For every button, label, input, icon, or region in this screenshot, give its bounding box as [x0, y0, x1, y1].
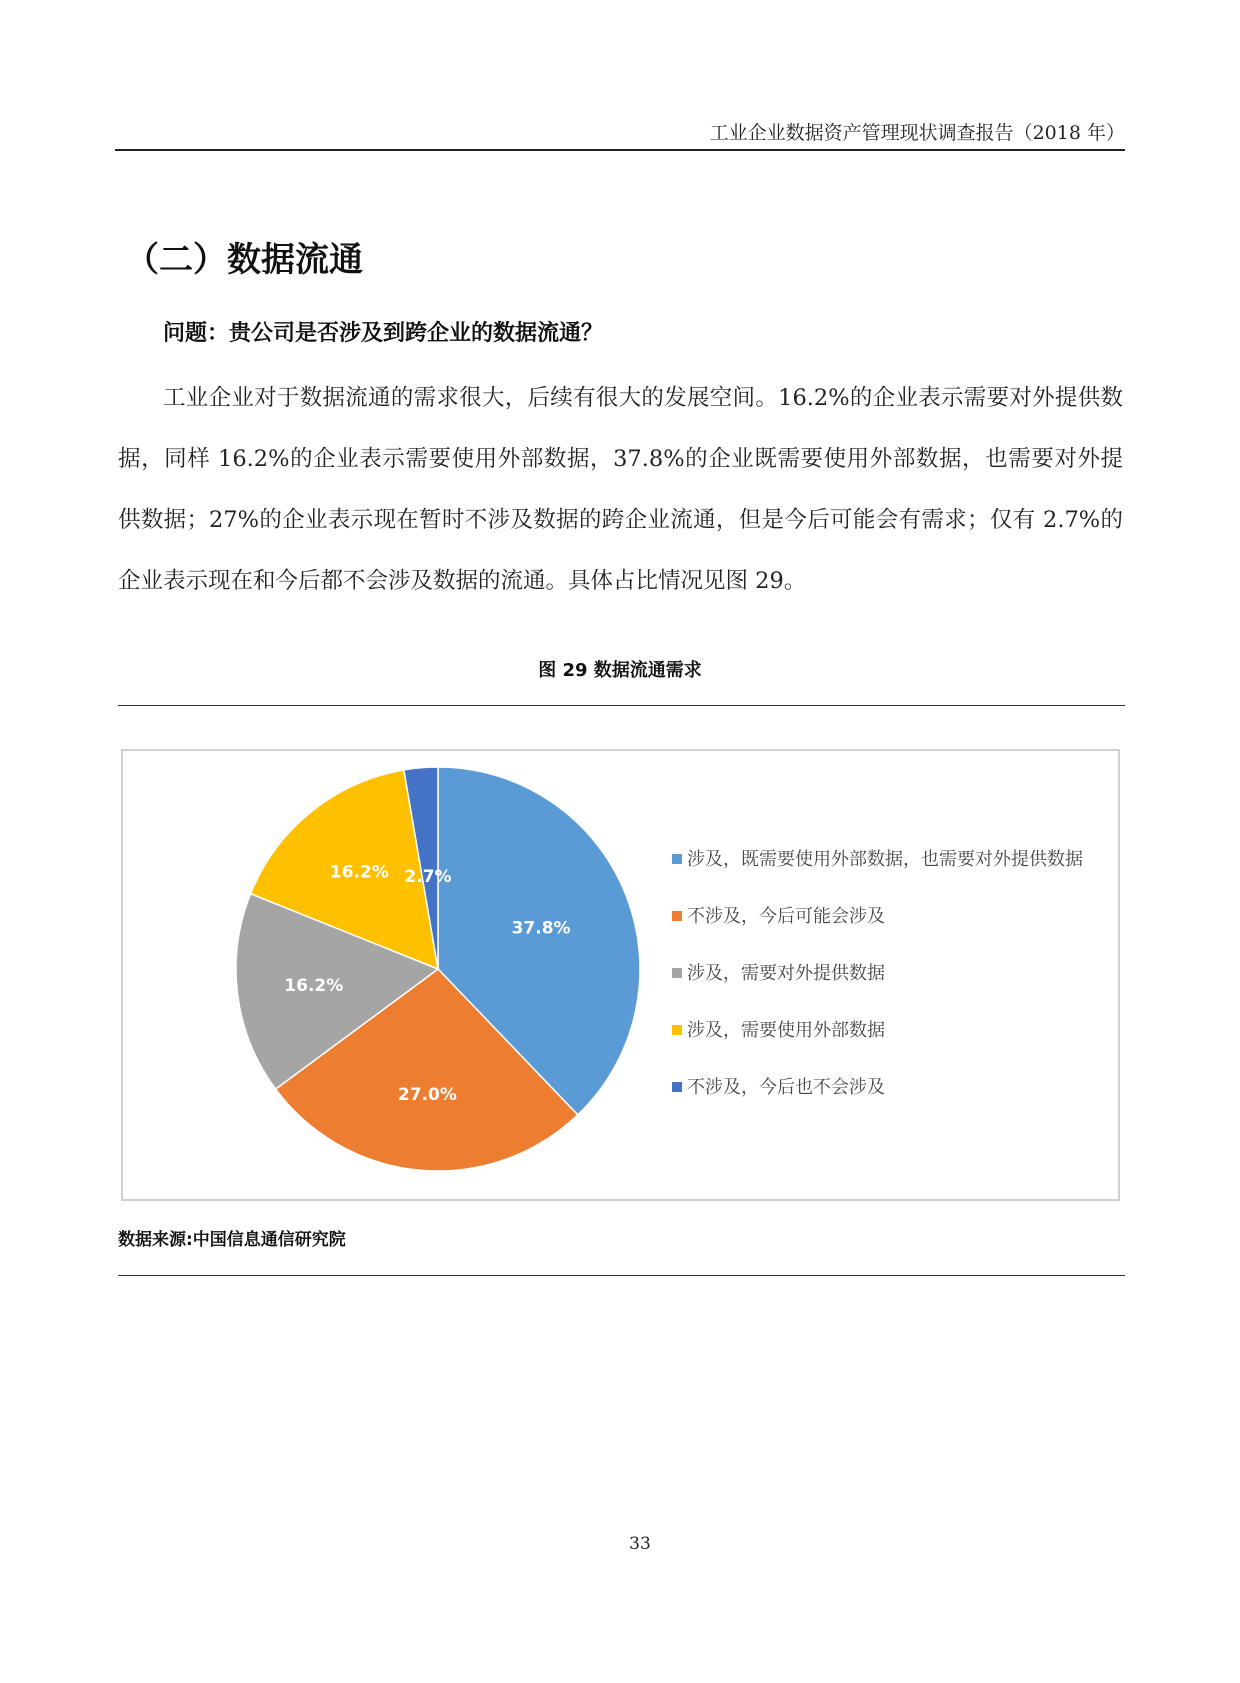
data-source: 数据来源:中国信息通信研究院 [118, 1230, 346, 1250]
body-paragraph: 工业企业对于数据流通的需求很大，后续有很大的发展空间。16.2%的企业表示需要对外提供数据，同样 16.2%的企业表示需要使用外部数据，37.8%的企业既需要使用外部数据，也需要对外提供数据；27%的企业表示现在暂时不涉及数据的跨企业流通，但是今后可能会有需求；仅有 2.7%的企业表示现在和今后都不会涉及数据的流通。具体占比情况见图 29。 [118, 385, 1123, 594]
legend-swatch [672, 911, 682, 921]
legend-label: 不涉及，今后也不会涉及 [687, 1077, 885, 1098]
legend-item-1 [672, 902, 885, 928]
figure-rule-bottom [118, 1275, 1125, 1276]
pie-label-2: 16.2% [284, 975, 344, 996]
question-heading: 问题：贵公司是否涉及到跨企业的数据流通？ [163, 321, 604, 346]
legend-item-4 [672, 1073, 885, 1099]
pie-label-0: 37.8% [511, 918, 571, 939]
legend-item-3 [672, 1016, 885, 1042]
legend-item-0 [672, 845, 1083, 871]
figure-caption: 图 29 数据流通需求 [538, 660, 702, 681]
legend-swatch [672, 1082, 682, 1092]
page-number: 33 [629, 1534, 651, 1554]
legend-swatch [672, 968, 682, 978]
pie-label-1: 27.0% [397, 1084, 457, 1105]
legend-swatch [672, 1025, 682, 1035]
pie-label-4: 2.7% [404, 867, 452, 887]
running-header: 工业企业数据资产管理现状调查报告（2018 年） [709, 122, 1125, 144]
legend-label: 不涉及，今后可能会涉及 [687, 906, 885, 927]
legend-label: 涉及，需要使用外部数据 [687, 1020, 885, 1041]
legend-label: 涉及，需要对外提供数据 [687, 963, 885, 984]
legend-swatch [672, 854, 682, 864]
legend-label: 涉及，既需要使用外部数据，也需要对外提供数据 [687, 849, 1083, 870]
section-title: （二）数据流通 [125, 240, 363, 280]
legend-item-2 [672, 959, 885, 985]
pie-label-3: 16.2% [329, 862, 389, 883]
